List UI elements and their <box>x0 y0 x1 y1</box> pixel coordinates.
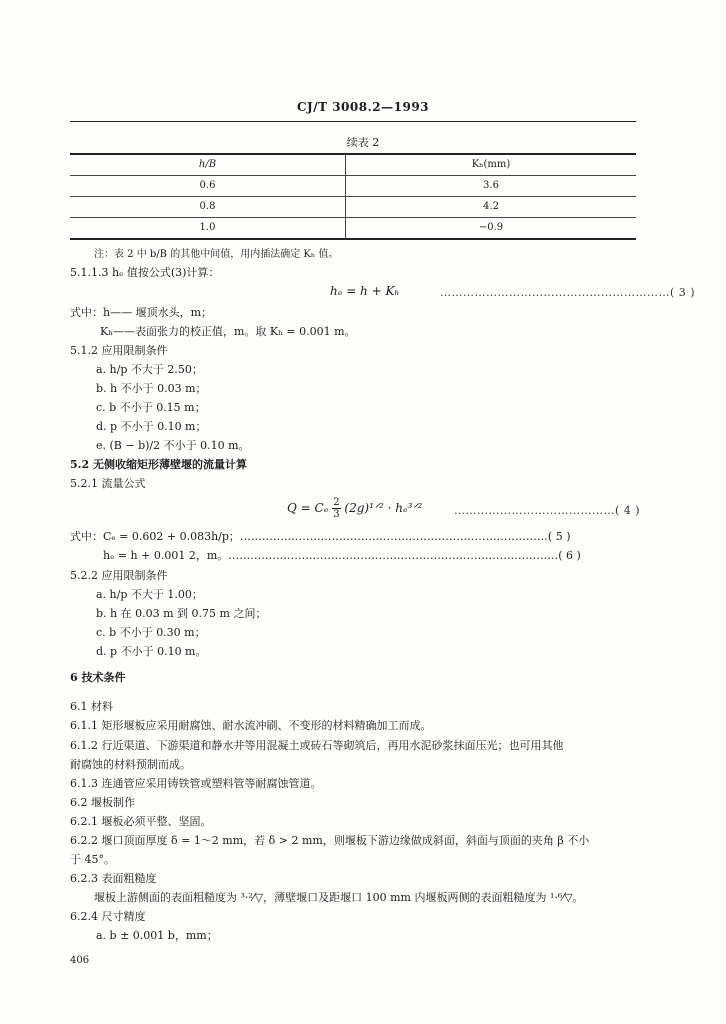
clause-5-1-2-title: 5.1.2 应用限制条件 <box>70 344 168 357</box>
table-row <box>70 197 636 218</box>
clause-6-2-title: 6.2 堰板制作 <box>70 796 135 809</box>
clause-5-1-1-3-title: 5.1.1.3 hₑ 值按公式(3)计算： <box>70 266 220 279</box>
clause-6-2-3-title: 6.2.3 表面粗糙度 <box>70 872 157 885</box>
header-kh: Kₕ(mm) <box>346 154 637 176</box>
list-item: a. h/p 不大于 2.50； <box>96 363 203 376</box>
clause-6-1-2-line1: 6.1.2 行近渠道、下游渠道和静水井等用混凝土或砖石等砌筑后，再用水泥砂浆抹面压光；也可用其他 <box>70 739 564 752</box>
cell-hb: 0.6 <box>70 176 346 197</box>
table-note: 注：表 2 中 b/B 的其他中间值，用内插法确定 Kₕ 值。 <box>94 249 339 260</box>
fraction-two-thirds <box>332 497 340 520</box>
clause-6-2-4-item-a: a. b ± 0.001 b，mm； <box>96 929 218 942</box>
header-rule <box>70 121 636 122</box>
table-caption: 续表 2 <box>346 136 380 149</box>
list-item: c. b 不小于 0.30 m； <box>96 626 206 639</box>
formula-4-right: (2g)¹ᐟ² · hₑ³ᐟ² <box>344 501 423 515</box>
section-6-title: 6 技术条件 <box>70 671 126 684</box>
list-item: b. h 在 0.03 m 到 0.75 m 之间； <box>96 607 267 620</box>
list-item: a. h/p 不大于 1.00； <box>96 588 203 601</box>
running-header: CJ/T 3008.2—1993 <box>296 100 430 114</box>
cell-kh: 3.6 <box>346 176 637 197</box>
line-equation-6: hₑ = h + 0.001 2，m。………………………………………………………………………………( 6 ) <box>103 549 581 562</box>
list-item: d. p 不小于 0.10 m。 <box>96 645 207 658</box>
clause-6-1-title: 6.1 材料 <box>70 700 113 713</box>
table-row <box>70 218 636 240</box>
line-equation-5: 式中：Cₑ = 0.602 + 0.083h/p；…………………………………………………………………………( 5 ) <box>70 530 571 543</box>
clause-6-2-2-line2: 于 45°。 <box>70 853 115 866</box>
clause-6-2-3-body: 堰板上游侧面的表面粗糙度为 ³·²⁄▽，薄壁堰口及距堰口 100 mm 内堰板两侧的表面粗糙度为 ¹·⁶⁄▽。 <box>94 891 584 904</box>
equation-number-3: ……………………………………………………( 3 ) <box>440 286 696 299</box>
clause-5-2-1-title: 5.2.1 流量公式 <box>70 477 146 490</box>
clause-6-1-3: 6.1.3 连通管应采用铸铁管或塑料管等耐腐蚀管道。 <box>70 777 322 790</box>
clause-6-1-2-line2: 耐腐蚀的材料预制而成。 <box>70 758 191 771</box>
where-h: 式中：h—— 堰顶水头，m； <box>70 306 213 319</box>
table-row <box>70 176 636 197</box>
clause-6-2-2-line1: 6.2.2 堰口顶面厚度 δ = 1～2 mm，若 δ > 2 mm，则堰板下游边缘做成斜面，斜面与顶面的夹角 β 不小 <box>70 834 590 847</box>
cell-hb: 0.8 <box>70 197 346 218</box>
clause-5-2-title: 5.2 无侧收缩矩形薄壁堰的流量计算 <box>70 458 247 471</box>
clause-6-2-1: 6.2.1 堰板必须平整、坚固。 <box>70 815 212 828</box>
fraction-denominator: 3 <box>333 509 340 520</box>
formula-4-left: Q = Cₑ <box>287 501 329 515</box>
clause-6-1-1: 6.1.1 矩形堰板应采用耐腐蚀、耐水流冲刷、不变形的材料精确加工而成。 <box>70 719 432 732</box>
fraction-numerator: 2 <box>333 497 340 508</box>
equation-number-4: ……………………………………( 4 ) <box>454 504 641 517</box>
table-2-continued <box>70 153 636 240</box>
list-item: e. (B − b)/2 不小于 0.10 m。 <box>96 439 250 452</box>
list-item: c. b 不小于 0.15 m； <box>96 401 206 414</box>
formula-3: hₑ = h + Kₕ <box>330 284 400 298</box>
list-item: b. h 不小于 0.03 m； <box>96 382 207 395</box>
cell-kh: 4.2 <box>346 197 637 218</box>
page-number: 406 <box>70 955 90 966</box>
formula-4 <box>287 497 422 520</box>
where-kh: Kₕ——表面张力的校正值，m。取 Kₕ = 0.001 m。 <box>100 325 356 338</box>
table-header-row <box>70 154 636 176</box>
cell-hb: 1.0 <box>70 218 346 240</box>
clause-5-2-2-title: 5.2.2 应用限制条件 <box>70 569 168 582</box>
cell-kh: −0.9 <box>346 218 637 240</box>
header-h-over-b: h/B <box>70 154 346 176</box>
list-item: d. p 不小于 0.10 m； <box>96 420 207 433</box>
clause-6-2-4-title: 6.2.4 尺寸精度 <box>70 910 146 923</box>
